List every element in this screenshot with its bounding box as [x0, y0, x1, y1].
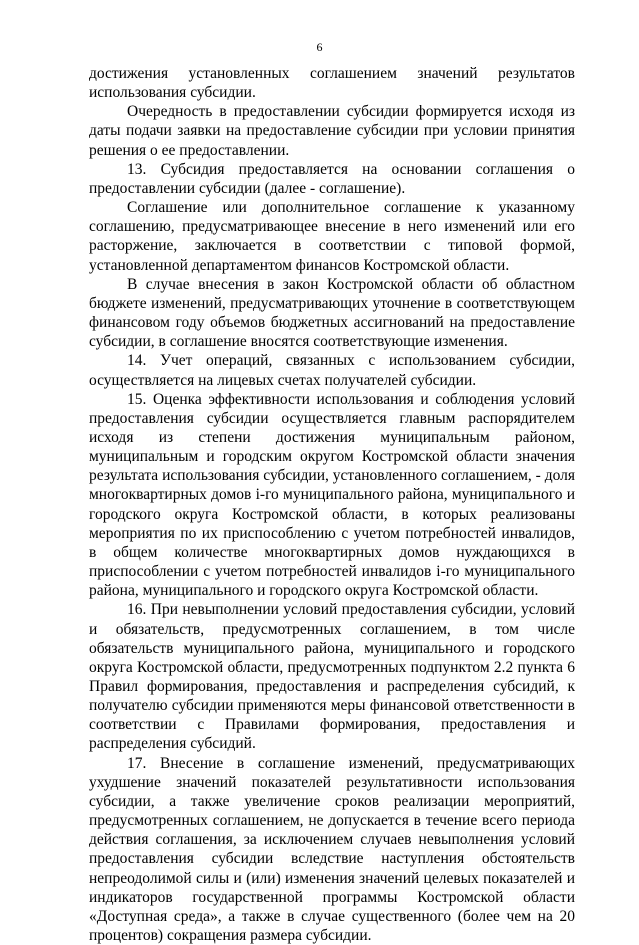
paragraph-agreement-form: Соглашение или дополнительное соглашение к указанному соглашению, предусматривающее внесение в него изменений или его расторжение, заключается в соответствии с типовой формой, установленной департаментом финансов Костромской области. [89, 199, 575, 274]
paragraph-item-16: 16. При невыполнении условий предоставления субсидии, условий и обязательств, предусмотренных соглашением, в том числе обязательств муниципального района, муниципального и городского округа Костромской области, предусмотренных подпунктом 2.2 пункта 6 Правил формирования, предоставления и распределения субсидий, к получателю субсидии применяются меры финансовой ответственности в соответствии с Правилами формирования, предоставления и распределения субсидий. [89, 601, 575, 753]
paragraph-item-14: 14. Учет операций, связанных с использованием субсидии, осуществляется на лицевых счетах получателей субсидии. [89, 352, 575, 389]
paragraph-item-13: 13. Субсидия предоставляется на основании соглашения о предоставлении субсидии (далее - соглашение). [89, 160, 575, 197]
page-number: 6 [316, 40, 323, 54]
paragraph-item-17: 17. Внесение в соглашение изменений, предусматривающих ухудшение значений показателей результативности использования субсидии, а также увеличение сроков реализации мероприятий, предусмотренных соглашением, не допускается в течение всего периода действия соглашения, за исключением случаев невыполнения условий предоставления субсидии вследствие наступления обстоятельств непреодолимой силы и (или) изменения значений целевых показателей и индикаторов государственной программы Костромской области «Доступная среда», а также в случае существенного (более чем на 20 процентов) сокращения размера субсидии. [89, 754, 575, 945]
paragraph-budget-changes: В случае внесения в закон Костромской области об областном бюджете изменений, предусматривающих уточнение в соответствующем финансовом году объемов бюджетных ассигнований на предоставление субсидии, в соглашение вносятся соответствующие изменения. [89, 275, 575, 351]
paragraph-continuation: достижения установленных соглашением значений результатов использования субсидии. [89, 65, 575, 102]
paragraph-item-15: 15. Оценка эффективности использования и соблюдения условий предоставления субсидии осуществляется главным распорядителем исходя из степени достижения муниципальным районом, муниципальным и городским округом Костромской области значения результата использования субсидии, установленного соглашением, - доля многоквартирных домов i-го муниципального района, муниципального и городского округа Костромской области, в которых реализованы мероприятия по их приспособлению с учетом потребностей инвалидов, в общем количестве многоквартирных домов нуждающихся в приспособлении с учетом потребностей инвалидов i-го муниципального района, муниципального и городского округа Костромской области. [89, 390, 575, 600]
document-body [89, 64, 575, 945]
paragraph-subsidy-order: Очередность в предоставлении субсидии формируется исходя из даты подачи заявки на предоставление субсидии при условии принятия решения о ее предоставлении. [89, 103, 575, 159]
